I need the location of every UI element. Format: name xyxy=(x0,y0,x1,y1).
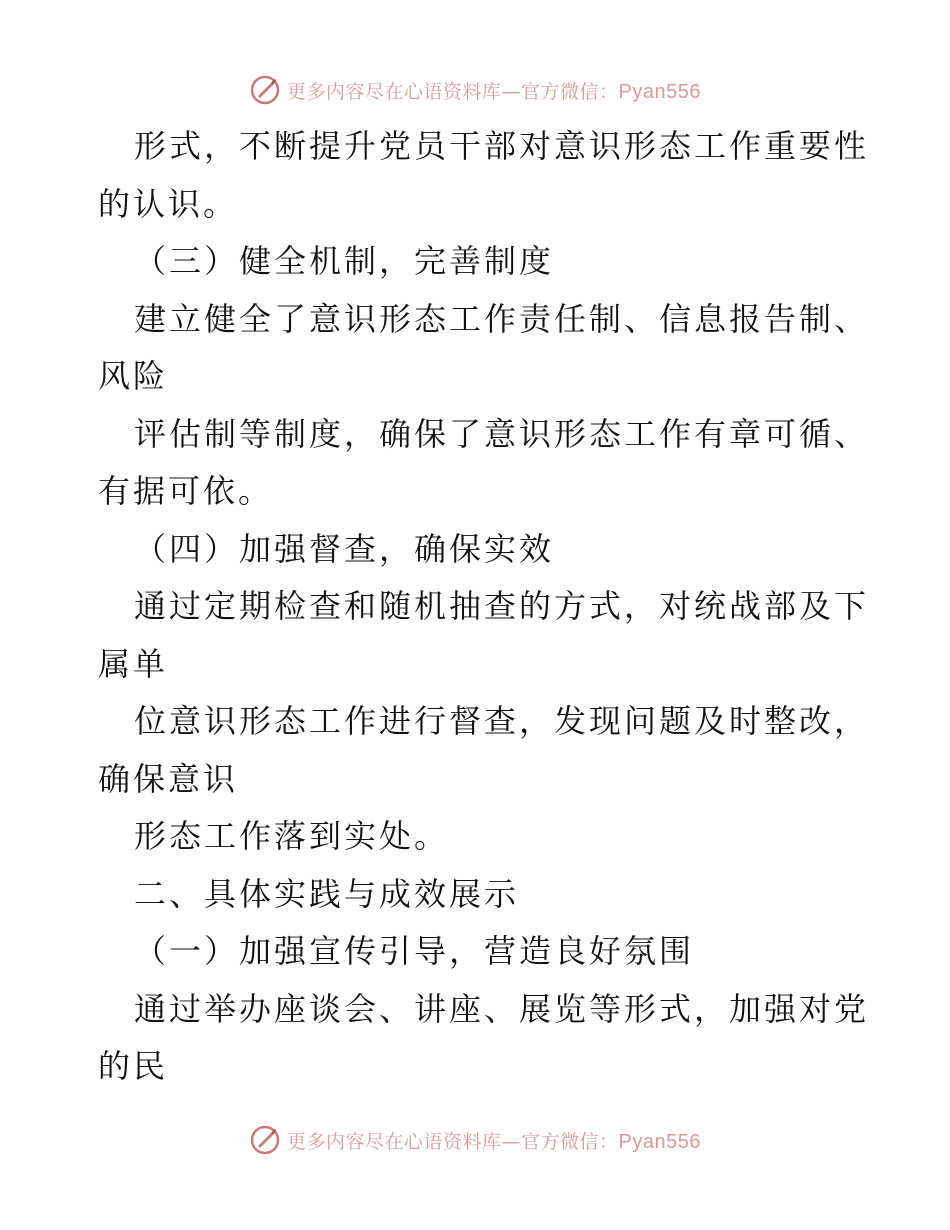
text-line: 建立健全了意识形态工作责任制、信息报告制、 xyxy=(134,299,870,338)
quill-pen-logo-icon xyxy=(249,1124,281,1156)
text-line: 通过定期检查和随机抽查的方式，对统战部及下 xyxy=(134,587,870,625)
text-line: 属单 xyxy=(98,644,169,683)
header-watermark xyxy=(0,70,950,110)
footer-watermark xyxy=(0,1120,950,1160)
watermark-text: 更多内容尽在心语资料库—官方微信：Pyan556 xyxy=(287,1130,701,1153)
text-line: 位意识形态工作进行督查，发现问题及时整改， xyxy=(134,702,870,740)
text-line: 有据可依。 xyxy=(98,472,274,510)
text-line: 评估制等制度，确保了意识形态工作有章可循、 xyxy=(134,414,870,453)
text-line: （三）健全机制，完善制度 xyxy=(134,242,555,280)
text-line: 风险 xyxy=(98,357,169,395)
text-line: 的认识。 xyxy=(98,184,239,223)
text-line: （一）加强宣传引导，营造良好氛围 xyxy=(134,932,695,970)
watermark-text: 更多内容尽在心语资料库—官方微信：Pyan556 xyxy=(287,80,701,103)
text-line: 通过举办座谈会、讲座、展览等形式，加强对党 xyxy=(134,989,870,1028)
watermark-wechat-id: Pyan556 xyxy=(618,1130,701,1153)
quill-pen-logo-icon xyxy=(249,74,281,106)
text-line: 二、具体实践与成效展示 xyxy=(134,874,520,913)
text-line: 形态工作落到实处。 xyxy=(134,817,450,855)
text-line: 的民 xyxy=(98,1047,169,1085)
document-body xyxy=(98,118,870,1096)
text-line: 确保意识 xyxy=(98,759,239,798)
watermark-wechat-id: Pyan556 xyxy=(618,80,701,103)
text-line: 形式，不断提升党员干部对意识形态工作重要性 xyxy=(134,127,870,165)
text-line: （四）加强督查，确保实效 xyxy=(134,529,555,568)
